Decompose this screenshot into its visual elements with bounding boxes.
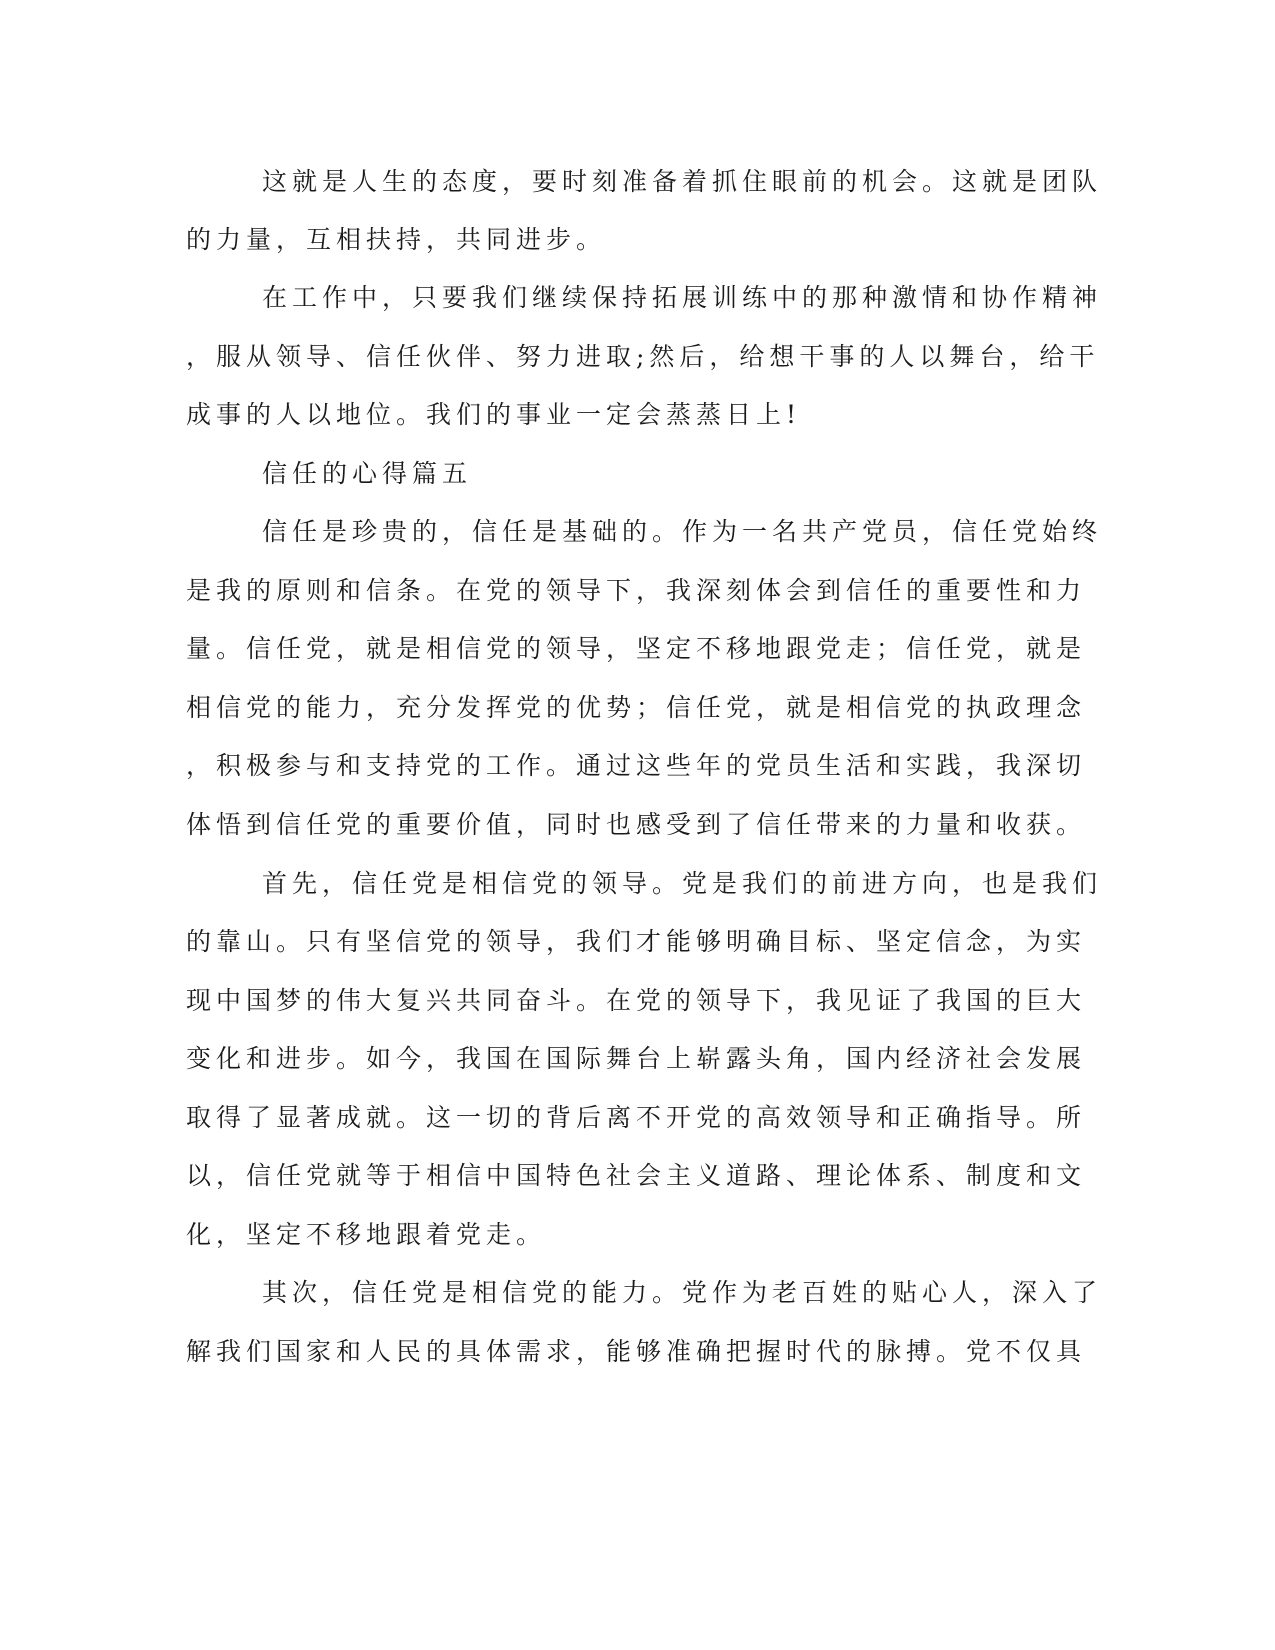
paragraph-line: 相信党的能力，充分发挥党的优势；信任党，就是相信党的执政理念 (186, 693, 1087, 722)
paragraph-line: 现中国梦的伟大复兴共同奋斗。在党的领导下，我见证了我国的巨大 (186, 986, 1087, 1015)
paragraph-line: 的靠山。只有坚信党的领导，我们才能够明确目标、坚定信念，为实 (186, 927, 1087, 956)
paragraph-line: 以，信任党就等于相信中国特色社会主义道路、理论体系、制度和文 (186, 1161, 1087, 1190)
paragraph-line: 成事的人以地位。我们的事业一定会蒸蒸日上! (186, 400, 802, 429)
paragraph-line: 化，坚定不移地跟着党走。 (186, 1220, 547, 1249)
paragraph-line: 首先，信任党是相信党的领导。党是我们的前进方向，也是我们 (262, 869, 1103, 898)
paragraph-line: 其次，信任党是相信党的能力。党作为老百姓的贴心人，深入了 (262, 1278, 1103, 1307)
paragraph-line: 信任是珍贵的，信任是基础的。作为一名共产党员，信任党始终 (262, 517, 1103, 546)
paragraph-line: 的力量，互相扶持，共同进步。 (186, 225, 607, 254)
paragraph-line: 是我的原则和信条。在党的领导下，我深刻体会到信任的重要性和力 (186, 576, 1087, 605)
paragraph-line: 量。信任党，就是相信党的领导，坚定不移地跟党走；信任党，就是 (186, 634, 1087, 663)
paragraph-line: 在工作中，只要我们继续保持拓展训练中的那种激情和协作精神 (262, 283, 1103, 312)
paragraph-line: ，积极参与和支持党的工作。通过这些年的党员生活和实践，我深切 (186, 751, 1087, 780)
paragraph-line: 体悟到信任党的重要价值，同时也感受到了信任带来的力量和收获。 (186, 810, 1087, 839)
paragraph-line: 变化和进步。如今，我国在国际舞台上崭露头角，国内经济社会发展 (186, 1044, 1087, 1073)
paragraph-line: 解我们国家和人民的具体需求，能够准确把握时代的脉搏。党不仅具 (186, 1337, 1087, 1366)
section-heading: 信任的心得篇五 (262, 459, 473, 488)
paragraph-line: 取得了显著成就。这一切的背后离不开党的高效领导和正确指导。所 (186, 1103, 1087, 1132)
paragraph-line: ，服从领导、信任伙伴、努力进取;然后，给想干事的人以舞台，给干 (186, 342, 1100, 371)
paragraph-line: 这就是人生的态度，要时刻准备着抓住眼前的机会。这就是团队 (262, 167, 1103, 196)
